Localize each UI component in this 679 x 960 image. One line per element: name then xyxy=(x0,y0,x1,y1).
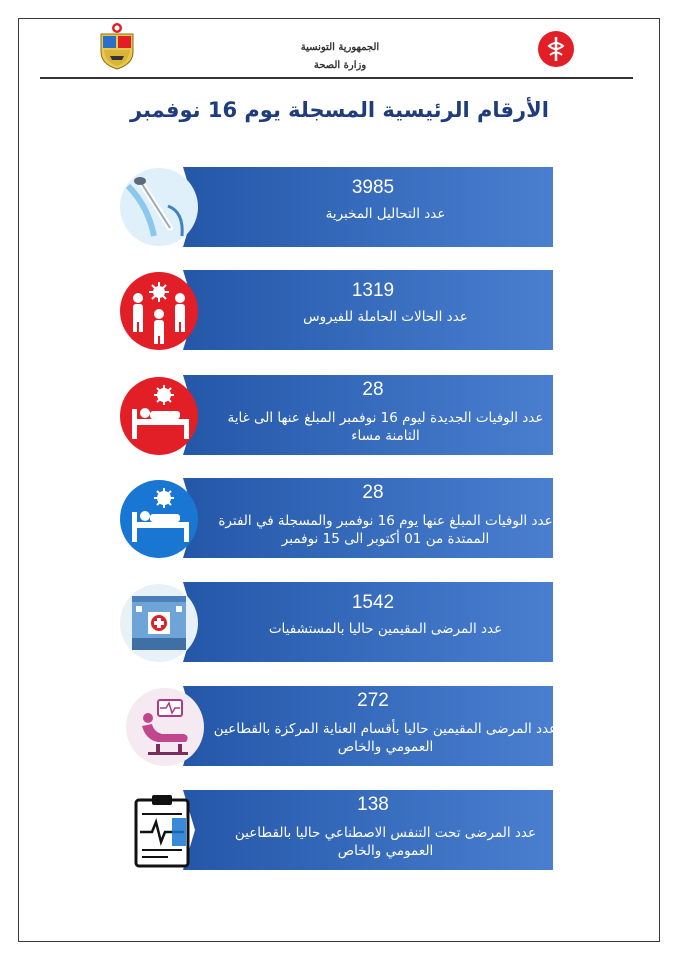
stat-value: 1542 xyxy=(351,592,395,613)
stat-card-reported-deaths xyxy=(183,478,553,558)
stat-label: عدد المرضى المقيمين حاليا بأقسام العناية المركزة بالقطاعين العمومي والخاص xyxy=(213,721,558,755)
stat-label: عدد الحالات الحاملة للفيروس xyxy=(303,309,468,325)
stat-label: عدد المرضى تحت التنفس الاصطناعي حاليا بالقطاعين العمومي والخاص xyxy=(234,825,537,859)
stat-value: 28 xyxy=(362,482,384,503)
coat-of-arms-icon xyxy=(96,22,138,70)
stat-card-ventilator xyxy=(183,790,553,870)
icu-bed-icon xyxy=(124,686,206,768)
header-ministry: وزارة الصحة xyxy=(313,60,367,71)
stat-label: عدد الوفيات المبلغ عنها يوم 16 نوفمبر والمسجلة في الفترة الممتدة من 01 أكتوبر الى 15 نوفمبر xyxy=(218,513,553,547)
header-divider xyxy=(40,77,633,79)
stat-value: 138 xyxy=(357,794,389,815)
header-republic: الجمهورية التونسية xyxy=(300,42,380,53)
stat-label: عدد المرضى المقيمين حاليا بالمستشفيات xyxy=(268,621,503,637)
stat-card-new-deaths xyxy=(183,375,553,455)
stat-value: 3985 xyxy=(351,177,395,198)
stat-card-icu xyxy=(183,686,558,766)
ventilator-clipboard-icon xyxy=(128,792,210,874)
stat-card-lab-tests xyxy=(183,167,553,247)
stat-card-hospitalized xyxy=(183,582,553,662)
stat-value: 272 xyxy=(357,690,389,711)
stat-value: 1319 xyxy=(351,280,395,301)
stat-label: عدد التحاليل المخبرية xyxy=(325,206,446,222)
lab-test-swab-icon xyxy=(118,166,200,248)
hospital-icon xyxy=(118,582,200,664)
page-title: الأرقام الرئيسية المسجلة يوم 16 نوفمبر xyxy=(130,98,549,122)
virus-carriers-people-icon xyxy=(118,270,200,352)
stat-value: 28 xyxy=(362,379,384,400)
stat-label: عدد الوفيات الجديدة ليوم 16 نوفمبر المبلغ عنها الى غاية الثامنة مساء xyxy=(227,410,544,444)
patient-bed-red-icon xyxy=(118,375,200,457)
patient-bed-blue-icon xyxy=(118,478,200,560)
stat-card-positive-cases xyxy=(183,270,553,350)
ministry-logo-icon xyxy=(537,30,575,68)
